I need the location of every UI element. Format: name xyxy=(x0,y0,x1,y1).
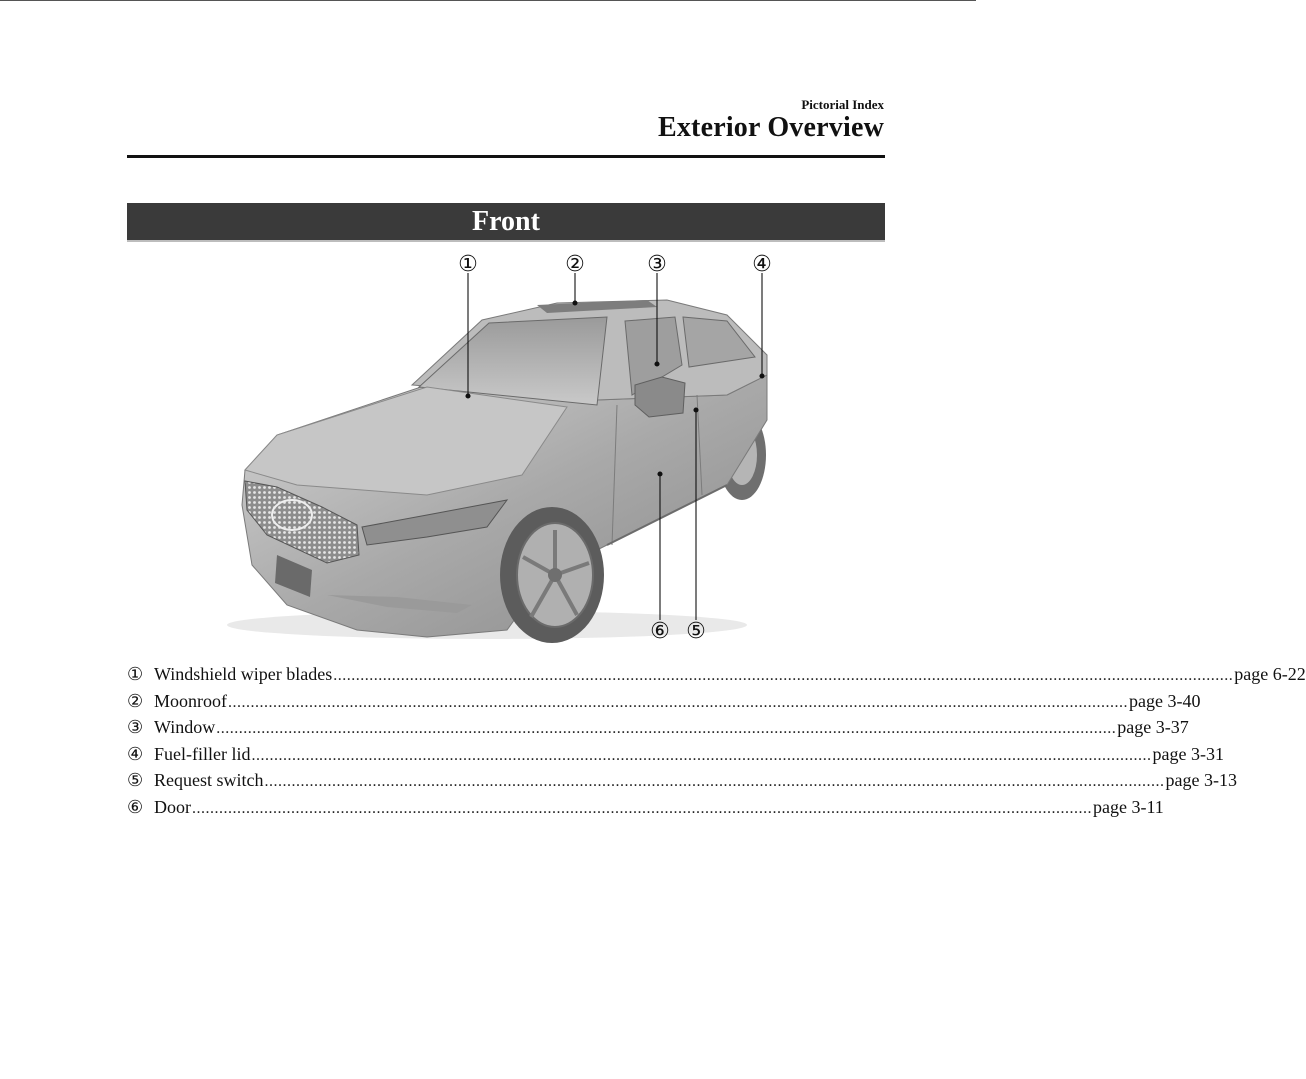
legend-page-ref[interactable]: page 3-31 xyxy=(1152,743,1224,764)
section-band xyxy=(127,203,885,241)
legend-label: Request switch xyxy=(154,770,264,790)
callout-6: ⑥ xyxy=(650,619,670,644)
vehicle-body xyxy=(227,300,767,643)
legend-label: Windshield wiper blades xyxy=(154,664,333,684)
legend-label: Fuel-filler lid xyxy=(154,743,251,764)
top-rule xyxy=(0,0,976,1)
section-band-title: Front xyxy=(472,206,540,237)
leader-dots: ........................................................................................................................................................................................................ xyxy=(228,693,1128,711)
callout-3: ③ xyxy=(647,252,667,277)
legend-page-ref[interactable]: page 3-40 xyxy=(1129,690,1201,711)
legend-label: Moonroof xyxy=(154,690,227,711)
callout-1: ① xyxy=(458,252,478,277)
legend-item xyxy=(127,688,1201,715)
legend-item xyxy=(127,741,1224,768)
callout-4: ④ xyxy=(752,252,772,277)
callout-legend xyxy=(127,661,1306,820)
legend-number: ③ xyxy=(127,717,144,737)
legend-label: Door xyxy=(154,796,191,817)
callout-5: ⑤ xyxy=(686,619,706,644)
legend-page-ref[interactable]: page 3-13 xyxy=(1165,770,1237,790)
legend-item xyxy=(127,714,1189,741)
vehicle-illustration xyxy=(127,245,885,650)
legend-page-ref[interactable]: page 6-22 xyxy=(1234,664,1306,684)
section-label: Pictorial Index xyxy=(801,97,884,112)
legend-label: Window xyxy=(154,717,216,737)
leader-dots: ........................................................................................................................................................................................................ xyxy=(251,746,1152,764)
leader-dots: ........................................................................................................................................................................................................ xyxy=(333,667,1234,684)
legend-page-ref[interactable]: page 3-11 xyxy=(1093,796,1164,817)
legend-item xyxy=(127,661,1306,688)
leader-dots: ........................................................................................................................................................................................................ xyxy=(264,773,1165,790)
legend-number: ② xyxy=(127,690,144,711)
leader-dots: ........................................................................................................................................................................................................ xyxy=(192,799,1092,817)
leader-dots: ........................................................................................................................................................................................................ xyxy=(216,720,1117,737)
band-shadow xyxy=(127,240,885,242)
callout-2: ② xyxy=(565,252,585,277)
page-title: Exterior Overview xyxy=(657,112,884,143)
header-divider xyxy=(127,155,885,158)
legend-page-ref[interactable]: page 3-37 xyxy=(1117,717,1189,737)
legend-item xyxy=(127,794,1164,821)
legend-number: ④ xyxy=(127,743,144,764)
legend-number: ⑤ xyxy=(127,770,144,790)
legend-number: ⑥ xyxy=(127,796,144,817)
legend-item xyxy=(127,767,1237,794)
legend-number: ① xyxy=(127,664,144,684)
